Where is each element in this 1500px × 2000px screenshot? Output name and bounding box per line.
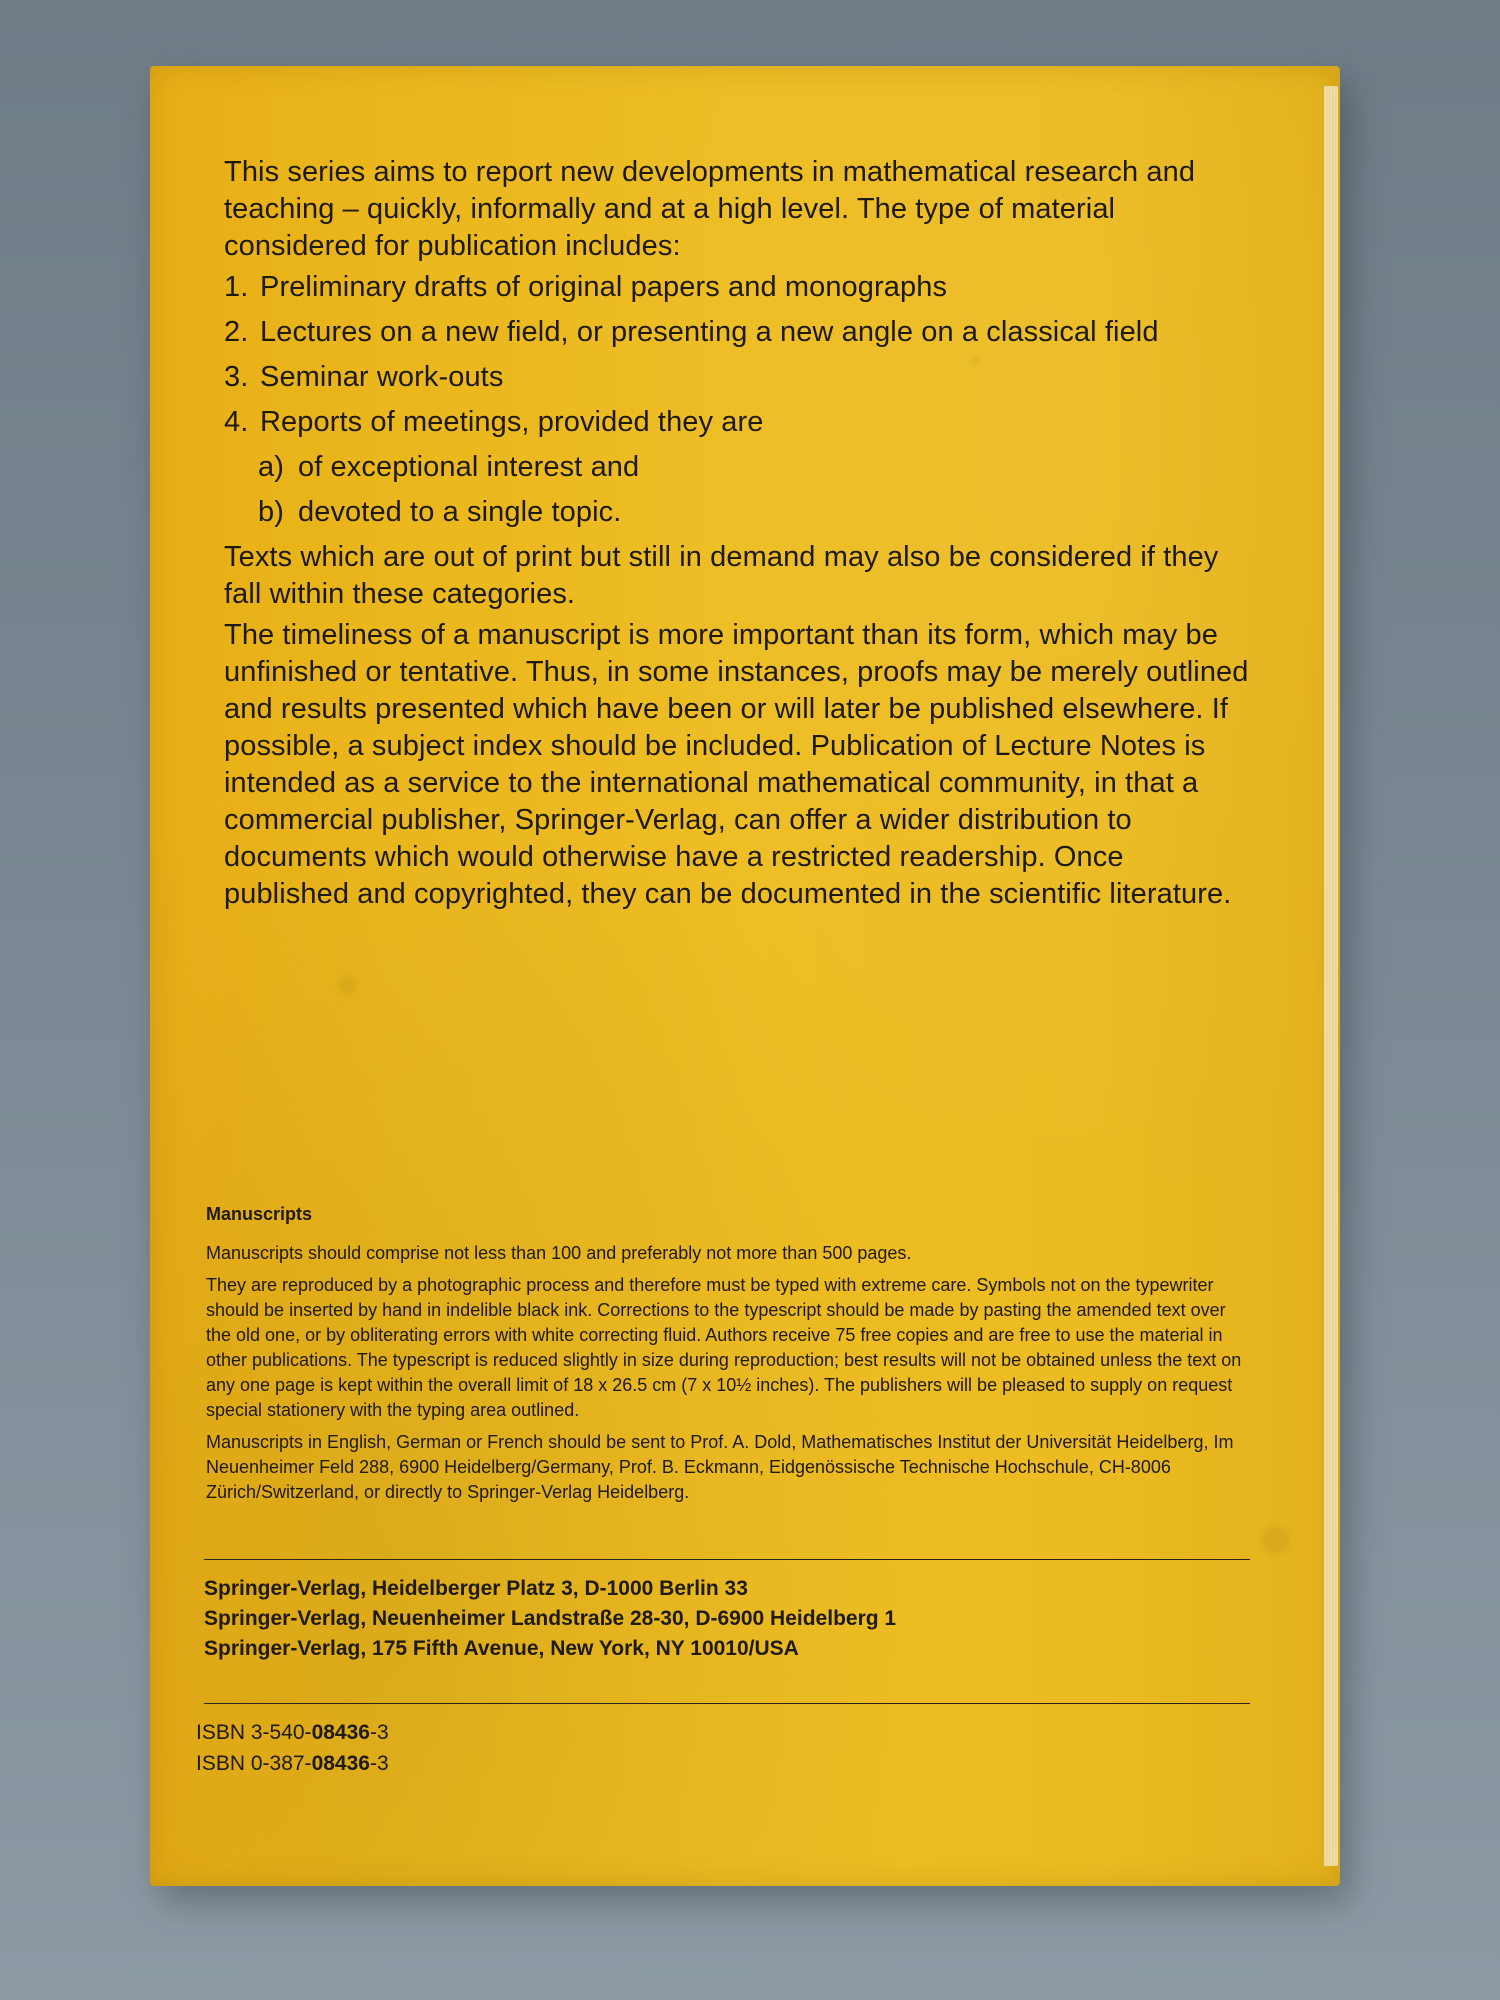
sub-list-item-label: b) — [258, 496, 284, 528]
list-item — [224, 404, 1254, 441]
sub-list-item-text: devoted to a single topic. — [298, 496, 622, 528]
list-item — [224, 269, 1254, 306]
material-list — [224, 269, 1254, 531]
isbn-prefix: ISBN 0-387- — [196, 1752, 312, 1775]
list-item-text: Preliminary drafts of original papers and monographs — [260, 271, 948, 303]
manuscripts-submission-paragraph: Manuscripts in English, German or French should be sent to Prof. A. Dold, Mathematisches Institut der Universität Heidelberg, Im Neuenheimer Feld 288, 6900 Heidelberg/Germany, Prof. B. Eckmann, Eidgenössische Technische Hochschule, CH-8006 Zürich/Switzerland, or directly to Springer-Verlag Heidelberg. — [206, 1432, 1234, 1502]
isbn-line — [196, 1717, 696, 1748]
list-item — [224, 314, 1254, 351]
list-item-text: Lectures on a new field, or presenting a new angle on a classical field — [260, 316, 1159, 348]
divider-rule — [204, 1559, 1250, 1560]
list-item — [224, 359, 1254, 396]
address-line: Springer-Verlag, 175 Fifth Avenue, New York, NY 10010/USA — [204, 1637, 799, 1660]
manuscripts-instructions-paragraph: They are reproduced by a photographic process and therefore must be typed with extreme care. Symbols not on the typewriter should be inserted by hand in indelible black ink. Corrections to the typescript should be made by pasting the amended text over the old one, or by obliterating errors with white correcting fluid. Authors receive 75 free copies and are free to use the material in other publications. The typescript is reduced slightly in size during reproduction; best results will not be obtained unless the text on any one page is kept within the overall limit of 18 x 26.5 cm (7 x 10½ inches). The publishers will be pleased to supply on request special stationery with the typing area outlined. — [206, 1275, 1242, 1420]
book-page-edge — [1324, 86, 1338, 1866]
isbn-suffix: -3 — [369, 1721, 389, 1744]
book-back-cover — [150, 66, 1340, 1886]
isbn-core: 08436 — [311, 1721, 370, 1744]
sub-list-item — [258, 494, 1254, 531]
isbn-line — [196, 1748, 696, 1779]
isbn-core: 08436 — [311, 1752, 370, 1775]
list-item-number: 4. — [224, 406, 249, 438]
divider-rule — [204, 1703, 1250, 1704]
list-item-number: 2. — [224, 316, 249, 348]
isbn-prefix: ISBN 3-540- — [196, 1721, 312, 1744]
main-description — [224, 154, 1254, 913]
timeliness-paragraph: The timeliness of a manuscript is more important than its form, which may be unfinished or tentative. Thus, in some instances, proofs may be merely outlined and results presented which have been or will later be published elsewhere. If possible, a subject index should be included. Publication of Lecture Notes is intended as a service to the international mathematical community, in that a commercial publisher, Springer-Verlag, can offer a wider distribution to documents which would otherwise have a restricted readership. Once published and copyrighted, they can be documented in the scientific literature. — [224, 619, 1249, 910]
address-line: Springer-Verlag, Heidelberger Platz 3, D-1000 Berlin 33 — [204, 1577, 748, 1600]
sub-list-item-label: a) — [258, 451, 284, 483]
stain-spot — [1262, 1526, 1290, 1554]
publisher-addresses — [204, 1574, 1244, 1664]
manuscripts-heading: Manuscripts — [206, 1204, 313, 1224]
list-item-text: Reports of meetings, provided they are — [260, 406, 764, 438]
isbn-block — [196, 1717, 696, 1779]
list-item-number: 1. — [224, 271, 249, 303]
stain-spot — [338, 976, 356, 994]
manuscripts-length-paragraph: Manuscripts should comprise not less than 100 and preferably not more than 500 pages. — [206, 1243, 912, 1263]
intro-paragraph: This series aims to report new developments in mathematical research and teaching – quickly, informally and at a high level. The type of material considered for publication includes: — [224, 156, 1196, 262]
sub-list-item-text: of exceptional interest and — [298, 451, 640, 483]
address-line: Springer-Verlag, Neuenheimer Landstraße 28-30, D-6900 Heidelberg 1 — [204, 1607, 897, 1630]
list-item-text: Seminar work-outs — [260, 361, 504, 393]
out-of-print-paragraph: Texts which are out of print but still in demand may also be considered if they fall within these categories. — [224, 541, 1219, 610]
list-item-number: 3. — [224, 361, 249, 393]
isbn-suffix: -3 — [369, 1752, 389, 1775]
sub-list-item — [258, 449, 1254, 486]
manuscripts-section — [206, 1202, 1246, 1505]
